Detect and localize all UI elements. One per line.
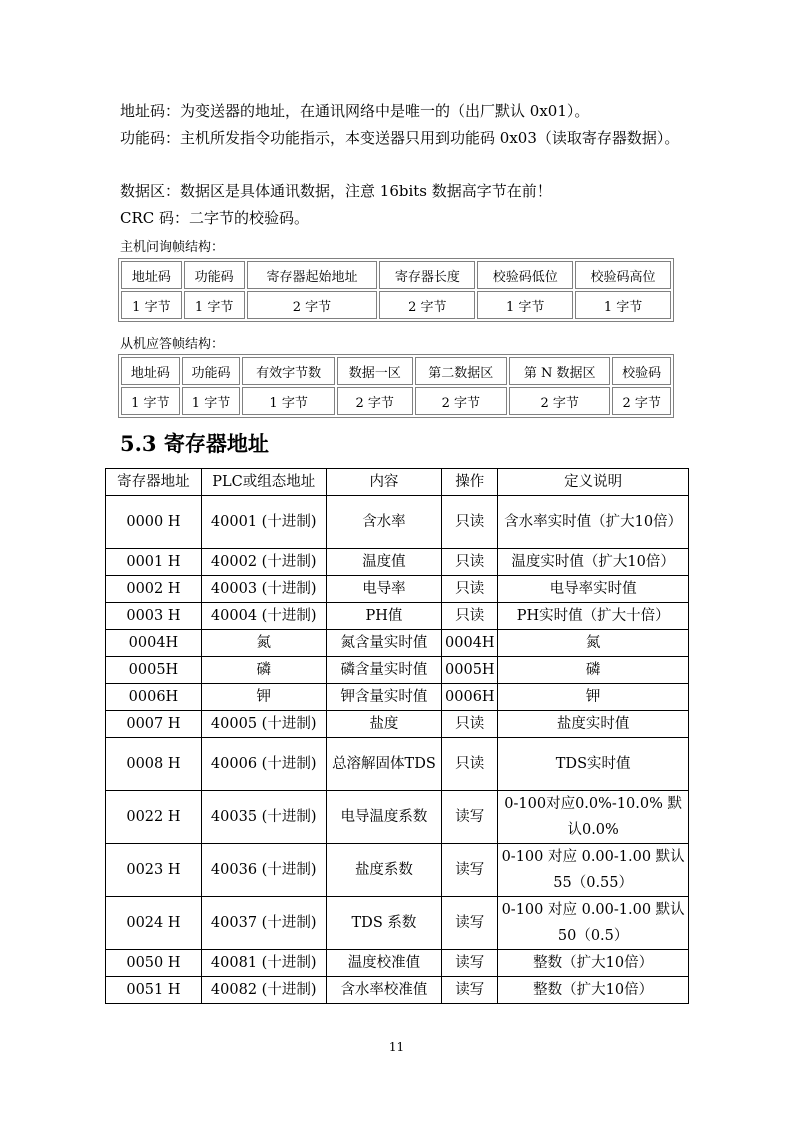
register-cell: 总溶解固体TDS [326,738,442,791]
register-cell: 0000 H [106,496,202,549]
register-cell: 温度值 [326,549,442,576]
register-cell: 盐度 [326,711,442,738]
register-row [106,791,689,844]
response-frame-table [118,354,674,418]
register-cell: TDS实时值 [498,738,689,791]
register-cell: 0051 H [106,977,202,1004]
register-cell: 盐度实时值 [498,711,689,738]
register-row [106,897,689,950]
response-frame-header-row [121,357,671,385]
register-cell: 0024 H [106,897,202,950]
register-cell: 0-100 对应 0.00-1.00 默认50（0.5） [498,897,689,950]
register-row [106,684,689,711]
response-frame-value-cell: 1 字节 [121,387,180,415]
register-cell: 0050 H [106,950,202,977]
register-cell: 整数（扩大10倍） [498,950,689,977]
register-header-cell: 操作 [442,469,498,496]
register-cell: 0004H [442,630,498,657]
register-cell: 40081 (十进制) [201,950,326,977]
register-table [105,468,689,1004]
query-frame-value-row [121,291,671,319]
response-frame-header-cell: 第 N 数据区 [509,357,610,385]
query-frame-value-cell: 1 字节 [575,291,671,319]
register-cell: 磷 [201,657,326,684]
register-cell: 只读 [442,496,498,549]
register-cell: TDS 系数 [326,897,442,950]
section-title: 5.3 寄存器地址 [120,431,269,456]
register-cell: 读写 [442,950,498,977]
query-frame-value-cell: 2 字节 [247,291,378,319]
register-cell: 钾 [498,684,689,711]
query-frame-table [118,258,674,322]
query-frame-header-cell: 功能码 [184,261,245,289]
register-cell: 氮含量实时值 [326,630,442,657]
register-cell: 40003 (十进制) [201,576,326,603]
register-cell: 读写 [442,844,498,897]
register-cell: 电导率 [326,576,442,603]
response-frame-value-cell: 2 字节 [337,387,413,415]
register-cell: 只读 [442,549,498,576]
register-cell: 40082 (十进制) [201,977,326,1004]
register-cell: 含水率校准值 [326,977,442,1004]
register-cell: 0-100 对应 0.00-1.00 默认55（0.55） [498,844,689,897]
register-cell: 40001 (十进制) [201,496,326,549]
register-cell: 40037 (十进制) [201,897,326,950]
address-code-paragraph: 地址码：为变送器的地址，在通讯网络中是唯一的（出厂默认 0x01）。 [120,102,590,120]
response-frame-header-cell: 地址码 [121,357,180,385]
query-frame-value-cell: 2 字节 [379,291,475,319]
register-cell: 40004 (十进制) [201,603,326,630]
register-cell: 0022 H [106,791,202,844]
register-cell: 0008 H [106,738,202,791]
register-cell: 只读 [442,603,498,630]
register-cell: 0005H [106,657,202,684]
register-cell: 温度实时值（扩大10倍） [498,549,689,576]
register-cell: 0004H [106,630,202,657]
register-row [106,711,689,738]
register-cell: 氮 [498,630,689,657]
register-header-cell: 定义说明 [498,469,689,496]
response-frame-header-cell: 校验码 [612,357,671,385]
register-cell: 0005H [442,657,498,684]
register-cell: 0-100对应0.0%-10.0% 默认0.0% [498,791,689,844]
register-cell: 磷 [498,657,689,684]
response-frame-value-cell: 2 字节 [415,387,508,415]
response-frame-caption: 从机应答帧结构： [120,337,225,352]
register-cell: 钾含量实时值 [326,684,442,711]
register-cell: 盐度系数 [326,844,442,897]
query-frame-header-cell: 校验码低位 [477,261,573,289]
register-cell: 只读 [442,711,498,738]
register-cell: 含水率 [326,496,442,549]
register-cell: 温度校准值 [326,950,442,977]
query-frame-value-cell: 1 字节 [184,291,245,319]
response-frame-value-cell: 1 字节 [242,387,335,415]
register-header-cell: 寄存器地址 [106,469,202,496]
register-cell: 读写 [442,791,498,844]
register-cell: 电导率实时值 [498,576,689,603]
query-frame-value-cell: 1 字节 [121,291,182,319]
data-area-paragraph: 数据区：数据区是具体通讯数据，注意 16bits 数据高字节在前！ [120,182,552,200]
register-cell: 读写 [442,897,498,950]
register-cell: 整数（扩大10倍） [498,977,689,1004]
register-cell: 读写 [442,977,498,1004]
query-frame-value-cell: 1 字节 [477,291,573,319]
register-row [106,576,689,603]
register-cell: 40006 (十进制) [201,738,326,791]
register-cell: 40036 (十进制) [201,844,326,897]
register-cell: 含水率实时值（扩大10倍） [498,496,689,549]
query-frame-header-cell: 地址码 [121,261,182,289]
register-cell: 0006H [442,684,498,711]
response-frame-value-cell: 2 字节 [509,387,610,415]
query-frame-header-cell: 校验码高位 [575,261,671,289]
query-frame-caption: 主机问询帧结构： [120,240,225,255]
register-row [106,603,689,630]
register-row [106,844,689,897]
register-row [106,950,689,977]
register-row [106,657,689,684]
register-cell: 40035 (十进制) [201,791,326,844]
register-cell: PH值 [326,603,442,630]
register-cell: 0003 H [106,603,202,630]
register-cell: 只读 [442,576,498,603]
register-cell: 0001 H [106,549,202,576]
register-cell: 只读 [442,738,498,791]
register-cell: 0007 H [106,711,202,738]
function-code-paragraph: 功能码：主机所发指令功能指示，本变送器只用到功能码 0x03（读取寄存器数据）。 [120,129,680,147]
register-cell: 磷含量实时值 [326,657,442,684]
response-frame-header-cell: 第二数据区 [415,357,508,385]
register-cell: 钾 [201,684,326,711]
register-header-cell: PLC或组态地址 [201,469,326,496]
register-row [106,549,689,576]
response-frame-value-cell: 2 字节 [612,387,671,415]
crc-paragraph: CRC 码：二字节的校验码。 [120,209,310,227]
register-cell: 氮 [201,630,326,657]
register-row [106,496,689,549]
register-row [106,738,689,791]
register-cell: 0023 H [106,844,202,897]
page-number: 11 [388,1040,405,1054]
register-row [106,630,689,657]
register-cell: 0006H [106,684,202,711]
query-frame-header-cell: 寄存器长度 [379,261,475,289]
register-header-row [106,469,689,496]
register-row [106,977,689,1004]
register-cell: 电导温度系数 [326,791,442,844]
register-cell: 40005 (十进制) [201,711,326,738]
response-frame-value-row [121,387,671,415]
response-frame-header-cell: 有效字节数 [242,357,335,385]
query-frame-header-row [121,261,671,289]
query-frame-header-cell: 寄存器起始地址 [247,261,378,289]
register-header-cell: 内容 [326,469,442,496]
register-cell: PH实时值（扩大十倍） [498,603,689,630]
response-frame-value-cell: 1 字节 [182,387,241,415]
register-cell: 0002 H [106,576,202,603]
register-cell: 40002 (十进制) [201,549,326,576]
response-frame-header-cell: 数据一区 [337,357,413,385]
response-frame-header-cell: 功能码 [182,357,241,385]
